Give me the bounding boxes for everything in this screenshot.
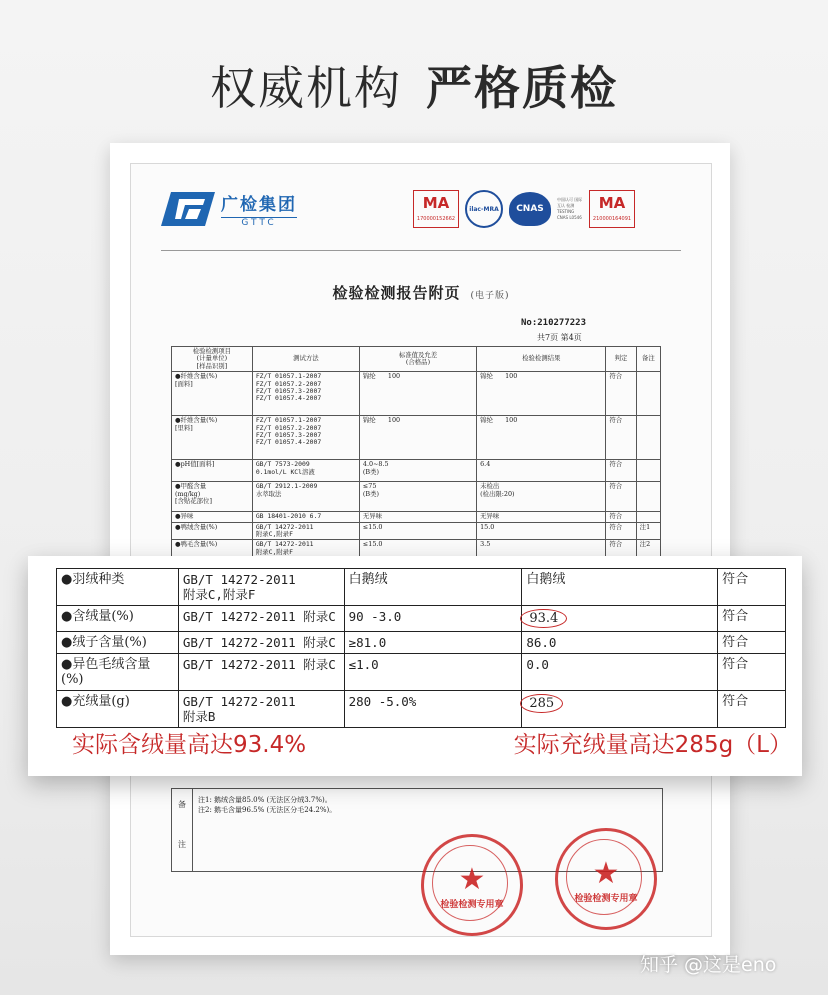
cell-item: ●甲醛含量 (mg/kg) [含贴花部位] <box>172 482 253 512</box>
table-row <box>172 416 661 460</box>
cnas-mark: CNAS <box>509 192 551 226</box>
table-row <box>172 522 661 540</box>
cell-standard: 锦纶 100 <box>359 416 476 460</box>
cell-item: ●鸭毛含量(%) <box>172 540 253 558</box>
cell-item: ●鸭绒含量(%) <box>172 522 253 540</box>
remark-line-1: 注1: 鹅绒含量85.0% (无法区分绒3.7%)。 <box>198 796 332 804</box>
report-table <box>171 346 661 558</box>
gttc-logo-icon <box>161 192 215 226</box>
header-verdict: 判定 <box>606 347 636 372</box>
cell-standard: 4.0~8.5 (B类) <box>359 460 476 482</box>
zoom-cell-method: GB/T 14272-2011 附录C <box>178 654 344 691</box>
cell-method: GB/T 14272-2011 附录C,附录F <box>252 540 359 558</box>
zoom-cell-method: GB/T 14272-2011 附录C <box>178 606 344 632</box>
zoom-cell-item: ●绒子含量(%) <box>57 632 179 654</box>
remarks-label-1: 备 <box>178 800 186 809</box>
report-number: No:210277223 <box>521 318 587 328</box>
zoom-cell-method: GB/T 14272-2011 附录B <box>178 691 344 728</box>
report-edition: (电子版) <box>470 291 510 301</box>
cell-verdict: 符合 <box>606 416 636 460</box>
stamp-star-icon: ★ <box>458 862 486 897</box>
stamp-label: 检验检测专用章 <box>440 900 504 910</box>
cell-note <box>636 416 660 460</box>
zoom-cell-method: GB/T 14272-2011 附录C,附录F <box>178 569 344 606</box>
cell-method: FZ/T 01057.1-2007 FZ/T 01057.2-2007 FZ/T 01057.3-2007 FZ/T 01057.4-2007 <box>252 372 359 416</box>
remarks-text <box>198 795 336 815</box>
cell-note <box>636 460 660 482</box>
cell-note <box>636 372 660 416</box>
zoom-cell-item: ●异色毛绒含量 (%) <box>57 654 179 691</box>
zoom-cell-result <box>522 691 718 728</box>
cell-standard: 锦纶 100 <box>359 372 476 416</box>
zoomed-results-panel <box>28 556 802 776</box>
cell-item: ●异味 <box>172 512 253 522</box>
headline <box>0 52 828 118</box>
zoom-cell-verdict: 符合 <box>718 606 786 632</box>
cell-result: 锦纶 100 <box>477 416 606 460</box>
stamp-label: 检验检测专用章 <box>574 894 638 904</box>
official-stamp-2 <box>555 828 657 930</box>
zoom-cell-item: ●含绒量(%) <box>57 606 179 632</box>
zoom-cell-verdict: 符合 <box>718 654 786 691</box>
stamp-star-icon: ★ <box>592 856 620 891</box>
zoom-cell-standard: 280 -5.0% <box>344 691 522 728</box>
cell-result: 锦纶 100 <box>477 372 606 416</box>
cell-standard: 无异味 <box>359 512 476 522</box>
cell-verdict: 符合 <box>606 460 636 482</box>
zoom-cell-item: ●充绒量(g) <box>57 691 179 728</box>
cell-verdict: 符合 <box>606 512 636 522</box>
remarks-label-2: 注 <box>178 840 186 849</box>
header-method: 测试方法 <box>252 347 359 372</box>
table-row <box>172 372 661 416</box>
cell-result: 未检出 (检出限:20) <box>477 482 606 512</box>
cell-method: GB/T 2912.1-2009 水萃取法 <box>252 482 359 512</box>
headline-part2: 严格质检 <box>426 61 618 115</box>
table-row <box>172 460 661 482</box>
report-page-count: 共7页 第4页 <box>537 333 582 342</box>
cell-note: 注1 <box>636 522 660 540</box>
highlight-fill-weight: 实际充绒量高达285g（L） <box>513 732 792 758</box>
cell-item: ●纤维含量(%) [面料] <box>172 372 253 416</box>
header-item: 检验检测项目 (计量单位) [样品识别] <box>172 347 253 372</box>
zoom-row <box>57 606 786 632</box>
table-row <box>172 512 661 522</box>
cell-item: ●纤维含量(%) [里料] <box>172 416 253 460</box>
header-divider <box>161 250 681 251</box>
header-note: 备注 <box>636 347 660 372</box>
remark-line-2: 注2: 鹅毛含量96.5% (无法区分毛24.2%)。 <box>198 806 337 814</box>
cell-method: GB 18401-2010 6.7 <box>252 512 359 522</box>
cell-result: 6.4 <box>477 460 606 482</box>
cell-result: 15.0 <box>477 522 606 540</box>
zoomed-results-table <box>56 568 786 728</box>
header-standard: 标准值及允差 (合格品) <box>359 347 476 372</box>
headline-part1: 权威机构 <box>210 61 402 115</box>
zoom-cell-standard: ≥81.0 <box>344 632 522 654</box>
zoom-cell-result: 白鹅绒 <box>522 569 718 606</box>
gttc-logo <box>161 190 297 228</box>
remarks-label <box>172 789 193 871</box>
circled-down-content-value: 93.4 <box>520 609 567 628</box>
zoom-cell-item: ●羽绒种类 <box>57 569 179 606</box>
cell-verdict: 符合 <box>606 372 636 416</box>
table-row <box>172 482 661 512</box>
cell-method: FZ/T 01057.1-2007 FZ/T 01057.2-2007 FZ/T 01057.3-2007 FZ/T 01057.4-2007 <box>252 416 359 460</box>
cell-result: 3.5 <box>477 540 606 558</box>
cell-standard: ≤75 (B类) <box>359 482 476 512</box>
official-stamp-1 <box>421 834 523 936</box>
ma-cert-number-2: 210000164091 <box>592 216 632 222</box>
ilac-mra-mark: ilac-MRA <box>465 190 503 228</box>
cell-method: GB/T 7573-2009 0.1mol/L KCl溶液 <box>252 460 359 482</box>
cell-note <box>636 482 660 512</box>
cell-standard: ≤15.0 <box>359 540 476 558</box>
ma-cert-title-2: MA <box>598 194 626 212</box>
zoom-cell-result: 0.0 <box>522 654 718 691</box>
ma-cert-title: MA <box>422 194 450 212</box>
zoom-cell-standard: 白鹅绒 <box>344 569 522 606</box>
zoom-cell-result <box>522 606 718 632</box>
cell-note: 注2 <box>636 540 660 558</box>
zoom-row <box>57 654 786 691</box>
table-header-row <box>172 347 661 372</box>
logo-en-text: GTTC <box>221 217 297 228</box>
zoom-row <box>57 691 786 728</box>
circled-fill-weight-value: 285 <box>520 694 563 713</box>
cell-result: 无异味 <box>477 512 606 522</box>
cnas-note: 中国认可 国际互认 检测 TESTING CNAS L0546 <box>557 197 583 220</box>
cell-method: GB/T 14272-2011 附录C,附录F <box>252 522 359 540</box>
ma-cert-mark <box>413 190 459 228</box>
zoom-row <box>57 632 786 654</box>
zoom-cell-result: 86.0 <box>522 632 718 654</box>
cell-verdict: 符合 <box>606 522 636 540</box>
certification-marks <box>413 190 635 228</box>
zhihu-watermark: 知乎 @这是eno <box>640 954 777 976</box>
report-title <box>131 282 711 303</box>
zoom-cell-verdict: 符合 <box>718 691 786 728</box>
report-frame <box>110 143 730 955</box>
zoom-cell-standard: ≤1.0 <box>344 654 522 691</box>
header-result: 检验检测结果 <box>477 347 606 372</box>
ma-cert-mark-2 <box>589 190 635 228</box>
logo-cn-text: 广检集团 <box>221 195 297 215</box>
cell-note <box>636 512 660 522</box>
zoom-cell-verdict: 符合 <box>718 632 786 654</box>
highlight-captions <box>72 726 792 759</box>
cell-standard: ≤15.0 <box>359 522 476 540</box>
zoom-row <box>57 569 786 606</box>
highlight-down-content: 实际含绒量高达93.4% <box>72 732 307 758</box>
cell-item: ●pH值[面料] <box>172 460 253 482</box>
zoom-cell-standard: 90 -3.0 <box>344 606 522 632</box>
zoom-cell-verdict: 符合 <box>718 569 786 606</box>
cell-verdict: 符合 <box>606 482 636 512</box>
report-title-text: 检验检测报告附页 <box>332 284 461 302</box>
ma-cert-number: 170000152662 <box>416 216 456 222</box>
report-paper <box>130 163 712 937</box>
zoom-cell-method: GB/T 14272-2011 附录C <box>178 632 344 654</box>
cell-verdict: 符合 <box>606 540 636 558</box>
